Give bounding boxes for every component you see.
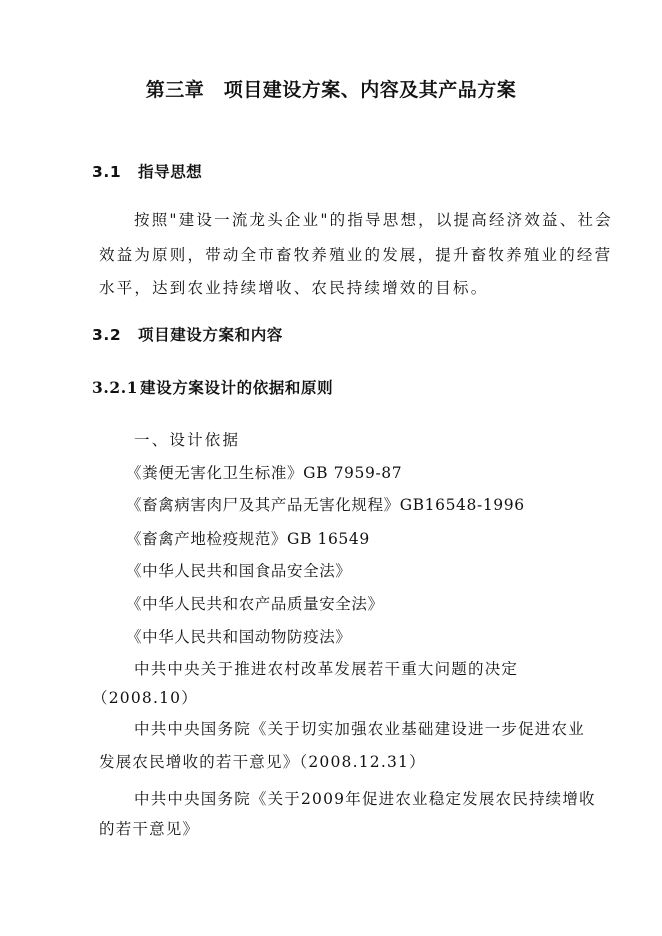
paragraph-line: 水平，达到农业持续增收、农民持续增效的目标。 — [99, 279, 489, 297]
decision-line: （2008.10） — [92, 689, 198, 707]
basis-item: 《中华人民共和国食品安全法》 — [126, 562, 352, 580]
section-title: 建设方案设计的依据和原则 — [140, 379, 334, 397]
decision-line: 中共中央国务院《关于切实加强农业基础建设进一步促进农业 — [134, 720, 585, 738]
basis-item: 《中华人民共和农产品质量安全法》 — [126, 595, 384, 613]
section-3-1-heading — [92, 162, 202, 182]
paragraph-line: 效益为原则，带动全市畜牧养殖业的发展，提升畜牧养殖业的经营 — [99, 246, 613, 264]
section-3-2-heading — [92, 325, 283, 345]
basis-heading: 一、设计依据 — [134, 431, 241, 449]
decision-line: 中共中央国务院《关于2009年促进农业稳定发展农民持续增收 — [134, 790, 596, 808]
basis-item: 《中华人民共和国动物防疫法》 — [126, 628, 352, 646]
section-number: 3.2.1 — [92, 378, 139, 397]
section-number: 3.1 — [92, 163, 122, 181]
basis-item: 《粪便无害化卫生标准》GB 7959-87 — [126, 464, 403, 482]
decision-line: 发展农民增收的若干意见》（2008.12.31） — [99, 753, 426, 771]
decision-line: 中共中央关于推进农村改革发展若干重大问题的决定 — [134, 660, 519, 678]
basis-item: 《畜禽产地检疫规范》GB 16549 — [126, 530, 370, 548]
section-number: 3.2 — [92, 326, 122, 344]
paragraph-line: 按照"建设一流龙头企业"的指导思想，以提高经济效益、社会 — [134, 211, 613, 229]
decision-line: 的若干意见》 — [99, 820, 200, 838]
section-3-2-1-heading — [92, 378, 333, 398]
chapter-title: 第三章 项目建设方案、内容及其产品方案 — [145, 79, 517, 101]
section-title: 指导思想 — [138, 163, 203, 181]
section-title: 项目建设方案和内容 — [138, 326, 283, 344]
basis-item: 《畜禽病害肉尸及其产品无害化规程》GB16548-1996 — [126, 496, 525, 514]
